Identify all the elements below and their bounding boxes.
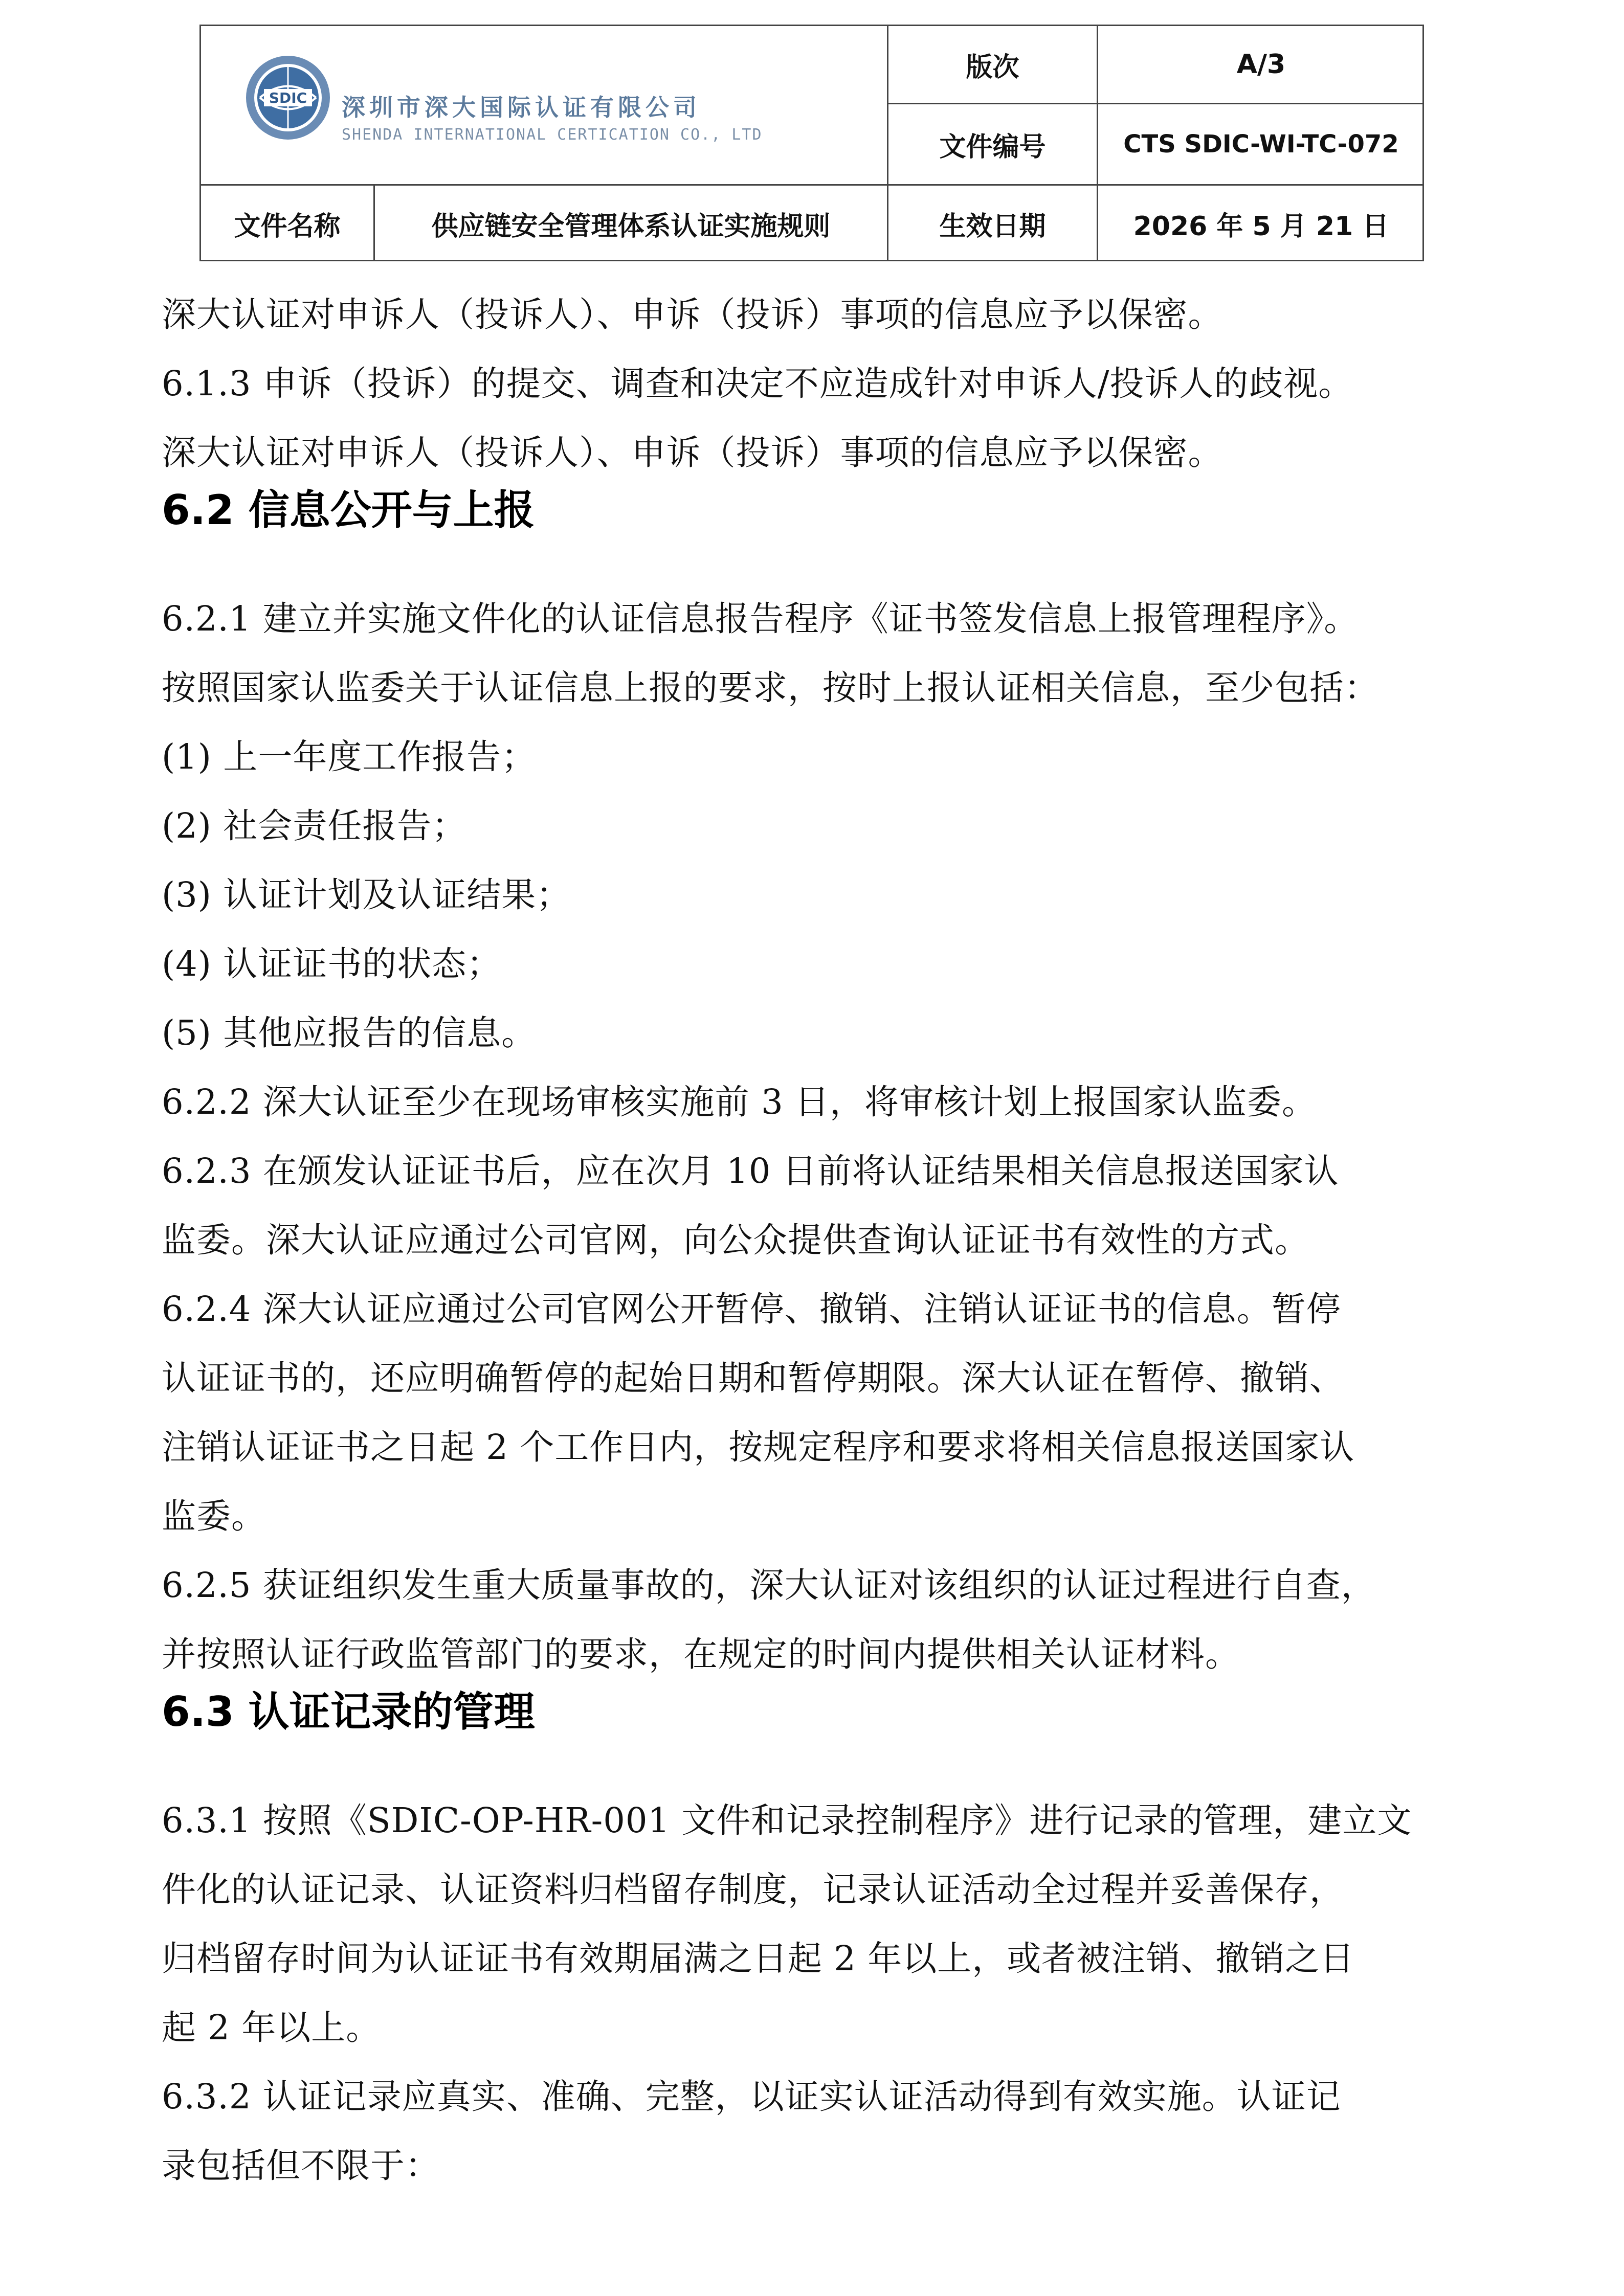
version-value: A/3 [1236,49,1286,80]
paragraph-line: 深大认证对申诉人（投诉人）、申诉（投诉）事项的信息应予以保密。 [162,295,1223,334]
company-name-cn: 深圳市深大国际认证有限公司 [342,94,701,121]
sdic-seal-icon [244,54,331,141]
document-number-value: CTS SDIC-WI-TC-072 [1123,130,1399,159]
list-item: (3) 认证计划及认证结果； [162,875,571,915]
paragraph-line: 6.3.1 按照《SDIC-OP-HR-001 文件和记录控制程序》进行记录的管理，建立文 [162,1800,1412,1840]
document-header-table [199,25,1424,261]
document-name-label: 文件名称 [234,211,341,242]
section-heading-6-3: 6.3 认证记录的管理 [162,1688,535,1736]
paragraph-line: 归档留存时间为认证证书有效期届满之日起 2 年以上，或者被注销、撤销之日 [162,1939,1355,1978]
document-number-label: 文件编号 [939,131,1046,163]
paragraph-line: 监委。深大认证应通过公司官网，向公众提供查询认证证书有效性的方式。 [162,1220,1309,1260]
company-logo [244,54,763,172]
paragraph-line: 6.1.3 申诉（投诉）的提交、调查和决定不应造成针对申诉人/投诉人的歧视。 [162,364,1353,403]
list-item: (4) 认证证书的状态； [162,944,502,984]
paragraph-line: 件化的认证记录、认证资料归档留存制度，记录认证活动全过程并妥善保存， [162,1870,1344,1909]
paragraph-line: 起 2 年以上。 [162,2008,381,2047]
version-label: 版次 [966,52,1019,83]
paragraph-line: 并按照认证行政监管部门的要求，在规定的时间内提供相关认证材料。 [162,1634,1240,1674]
paragraph-line: 6.2.5 获证组织发生重大质量事故的，深大认证对该组织的认证过程进行自查， [162,1565,1376,1605]
paragraph-line: 录包括但不限于： [162,2146,440,2186]
paragraph-line: 按照国家认监委关于认证信息上报的要求，按时上报认证相关信息，至少包括： [162,668,1379,708]
paragraph-line: 认证证书的，还应明确暂停的起始日期和暂停期限。深大认证在暂停、撤销、 [162,1358,1344,1398]
section-heading-6-2: 6.2 信息公开与上报 [162,486,535,534]
paragraph-line: 6.2.3 在颁发认证证书后，应在次月 10 日前将认证结果相关信息报送国家认 [162,1151,1339,1191]
paragraph-line: 6.2.2 深大认证至少在现场审核实施前 3 日，将审核计划上报国家认监委。 [162,1082,1317,1122]
document-body [162,280,1471,2200]
paragraph-line: 注销认证证书之日起 2 个工作日内，按规定程序和要求将相关信息报送国家认 [162,1427,1355,1467]
paragraph-line: 深大认证对申诉人（投诉人）、申诉（投诉）事项的信息应予以保密。 [162,433,1223,472]
effective-date-value: 2026 年 5 月 21 日 [1133,211,1389,242]
list-item: (1) 上一年度工作报告； [162,737,537,777]
svg-text:SDIC: SDIC [269,89,307,106]
list-item: (2) 社会责任报告； [162,806,467,846]
list-item: (5) 其他应报告的信息。 [162,1013,537,1053]
document-name-value: 供应链安全管理体系认证实施规则 [431,211,831,242]
company-name-en: SHENDA INTERNATIONAL CERTICATION CO., LTD [342,126,763,144]
paragraph-line: 6.2.1 建立并实施文件化的认证信息报告程序《证书签发信息上报管理程序》。 [162,599,1359,639]
paragraph-line: 监委。 [162,1496,266,1536]
effective-date-label: 生效日期 [939,211,1046,242]
paragraph-line: 6.3.2 认证记录应真实、准确、完整，以证实认证活动得到有效实施。认证记 [162,2077,1341,2117]
paragraph-line: 6.2.4 深大认证应通过公司官网公开暂停、撤销、注销认证证书的信息。暂停 [162,1289,1341,1329]
